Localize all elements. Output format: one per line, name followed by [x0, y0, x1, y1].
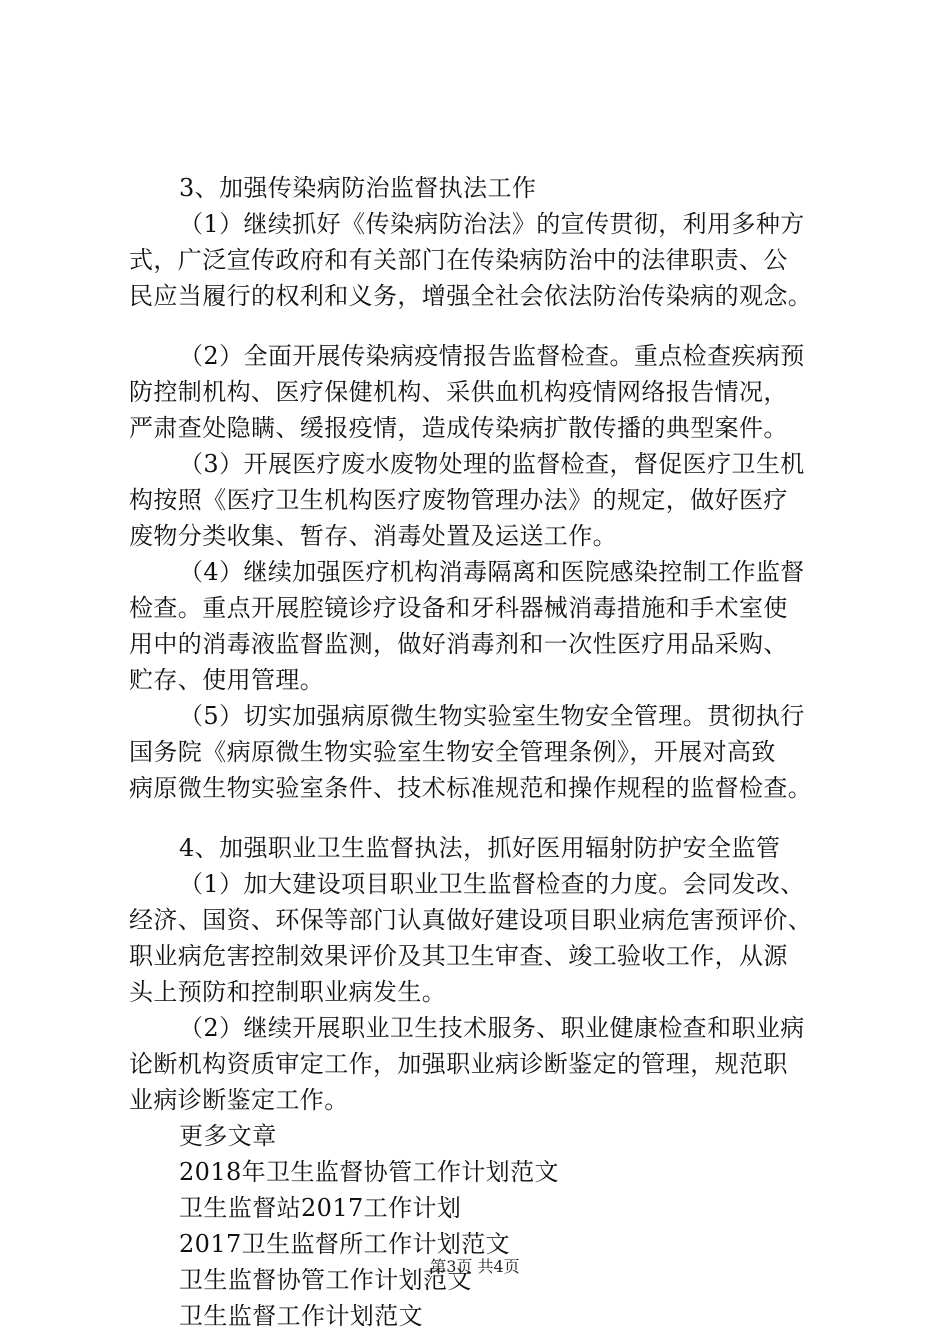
- article-link[interactable]: 2018年卫生监督协管工作计划范文: [179, 1158, 559, 1186]
- paragraph-line: 废物分类收集、暂存、消毒处置及运送工作。: [129, 522, 617, 550]
- paragraph-line: 头上预防和控制职业病发生。: [129, 978, 447, 1006]
- document-body: [129, 170, 849, 1334]
- section-heading: 3、加强传染病防治监督执法工作: [179, 174, 537, 202]
- more-articles: [129, 1118, 849, 1334]
- page-number-footer: 第3页 共4页: [430, 1257, 520, 1276]
- section-heading: 4、加强职业卫生监督执法，抓好医用辐射防护安全监管: [179, 834, 781, 862]
- paragraph: [129, 338, 849, 446]
- paragraph: [129, 446, 849, 554]
- paragraph-line: 式，广泛宣传政府和有关部门在传染病防治中的法律职责、公: [129, 246, 788, 274]
- paragraph-line: （2）全面开展传染病疫情报告监督检查。重点检查疾病预: [179, 342, 805, 370]
- paragraph-line: 病原微生物实验室条件、技术标准规范和操作规程的监督检查。: [129, 774, 813, 802]
- article-link[interactable]: 卫生监督协管工作计划范文: [179, 1266, 472, 1294]
- paragraph-line: （4）继续加强医疗机构消毒隔离和医院感染控制工作监督: [179, 558, 805, 586]
- paragraph-line: 论断机构资质审定工作，加强职业病诊断鉴定的管理，规范职: [129, 1050, 788, 1078]
- paragraph-line: （1）继续抓好《传染病防治法》的宣传贯彻，利用多种方: [179, 210, 805, 238]
- paragraph-line: 严肃查处隐瞒、缓报疫情，造成传染病扩散传播的典型案件。: [129, 414, 788, 442]
- paragraph-line: 民应当履行的权利和义务，增强全社会依法防治传染病的观念。: [129, 282, 813, 310]
- paragraph-line: 检查。重点开展腔镜诊疗设备和牙科器械消毒措施和手术室使: [129, 594, 788, 622]
- paragraph-line: （1）加大建设项目职业卫生监督检查的力度。会同发改、: [179, 870, 805, 898]
- paragraph: [129, 1010, 849, 1118]
- paragraph: [129, 866, 849, 1010]
- paragraph-line: 业病诊断鉴定工作。: [129, 1086, 349, 1114]
- article-link[interactable]: 卫生监督站2017工作计划: [179, 1194, 462, 1222]
- paragraph-spacer: [129, 314, 849, 338]
- paragraph-line: 职业病危害控制效果评价及其卫生审查、竣工验收工作，从源: [129, 942, 788, 970]
- paragraph-line: （2）继续开展职业卫生技术服务、职业健康检查和职业病: [179, 1014, 805, 1042]
- paragraph: [129, 554, 849, 698]
- article-link[interactable]: 2017卫生监督所工作计划范文: [179, 1230, 511, 1258]
- paragraph-line: （5）切实加强病原微生物实验室生物安全管理。贯彻执行: [179, 702, 805, 730]
- paragraph-line: 贮存、使用管理。: [129, 666, 325, 694]
- paragraph-line: 经济、国资、环保等部门认真做好建设项目职业病危害预评价、: [129, 906, 813, 934]
- paragraph: [129, 698, 849, 806]
- paragraph-line: 防控制机构、医疗保健机构、采供血机构疫情网络报告情况，: [129, 378, 788, 406]
- paragraph: [129, 206, 849, 314]
- paragraph-spacer: [129, 806, 849, 830]
- more-articles-label: 更多文章: [179, 1122, 277, 1150]
- paragraph-line: 构按照《医疗卫生机构医疗废物管理办法》的规定，做好医疗: [129, 486, 788, 514]
- article-link[interactable]: 卫生监督工作计划范文: [179, 1302, 423, 1330]
- paragraph-line: 用中的消毒液监督监测，做好消毒剂和一次性医疗用品采购、: [129, 630, 788, 658]
- paragraph-line: （3）开展医疗废水废物处理的监督检查，督促医疗卫生机: [179, 450, 805, 478]
- paragraph-line: 国务院《病原微生物实验室生物安全管理条例》，开展对高致: [129, 738, 776, 766]
